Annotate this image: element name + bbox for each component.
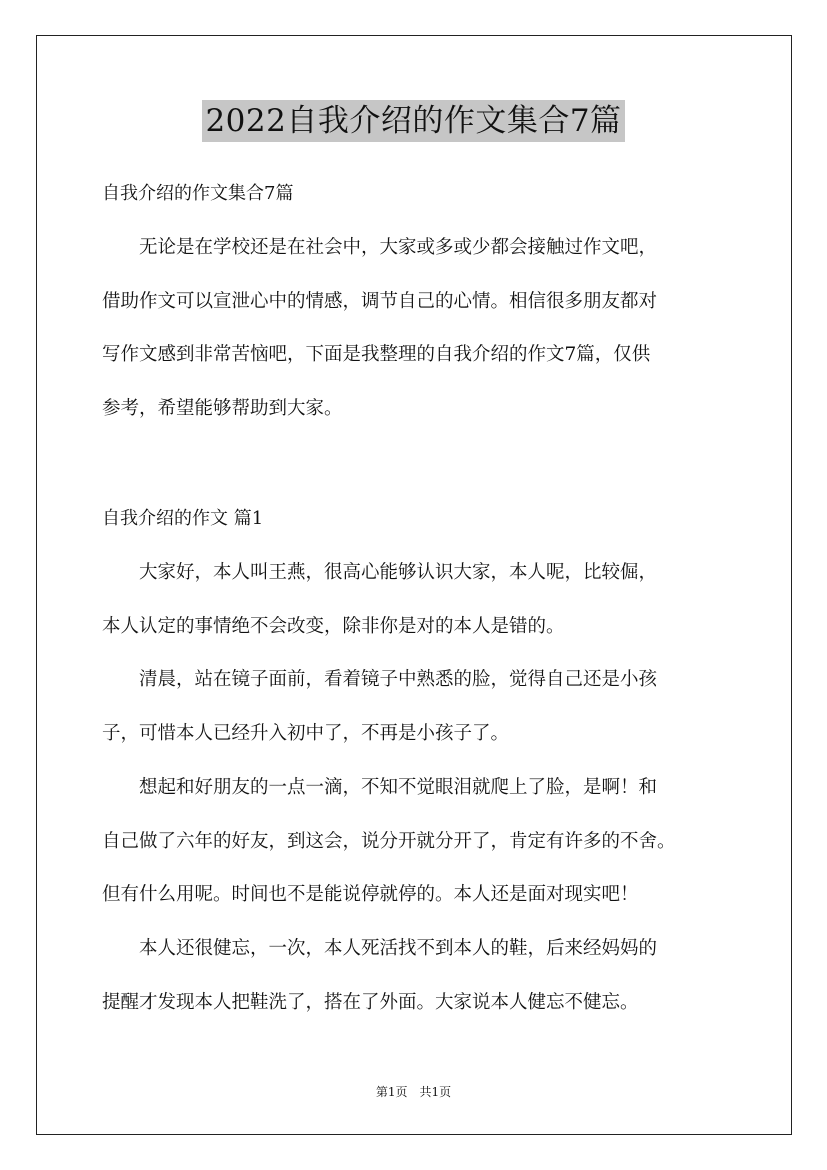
intro-line: 写作文感到非常苦恼吧，下面是我整理的自我介绍的作文7篇，仅供: [102, 344, 651, 365]
document-title: 2022自我介绍的作文集合7篇: [202, 100, 624, 142]
page-number: 第1页 共1页: [375, 1085, 452, 1099]
body-line: 提醒才发现本人把鞋洗了，搭在了外面。大家说本人健忘不健忘。: [102, 992, 639, 1013]
intro-line: 参考，希望能够帮助到大家。: [102, 398, 343, 419]
document-subtitle: 自我介绍的作文集合7篇: [102, 183, 294, 204]
body-line: 想起和好朋友的一点一滴，不知不觉眼泪就爬上了脸，是啊！和: [102, 777, 658, 798]
body-line: 但有什么用呢。时间也不是能说停就停的。本人还是面对现实吧！: [102, 884, 639, 905]
body-line: 清晨，站在镜子面前，看着镜子中熟悉的脸，觉得自己还是小孩: [102, 669, 658, 690]
intro-line: 无论是在学校还是在社会中，大家或多或少都会接触过作文吧，: [102, 237, 658, 258]
section-heading: 自我介绍的作文 篇1: [102, 508, 264, 529]
body-line: 本人认定的事情绝不会改变，除非你是对的本人是错的。: [102, 616, 565, 637]
intro-line: 借助作文可以宣泄心中的情感，调节自己的心情。相信很多朋友都对: [102, 291, 658, 312]
body-line: 自己做了六年的好友，到这会，说分开就分开了，肯定有许多的不舍。: [102, 831, 676, 852]
body-line: 子，可惜本人已经升入初中了，不再是小孩子了。: [102, 723, 510, 744]
title-container: [0, 100, 827, 142]
body-line: 大家好，本人叫王燕，很高心能够认识大家，本人呢，比较倔，: [102, 562, 658, 583]
body-line: 本人还很健忘，一次，本人死活找不到本人的鞋，后来经妈妈的: [102, 938, 658, 959]
